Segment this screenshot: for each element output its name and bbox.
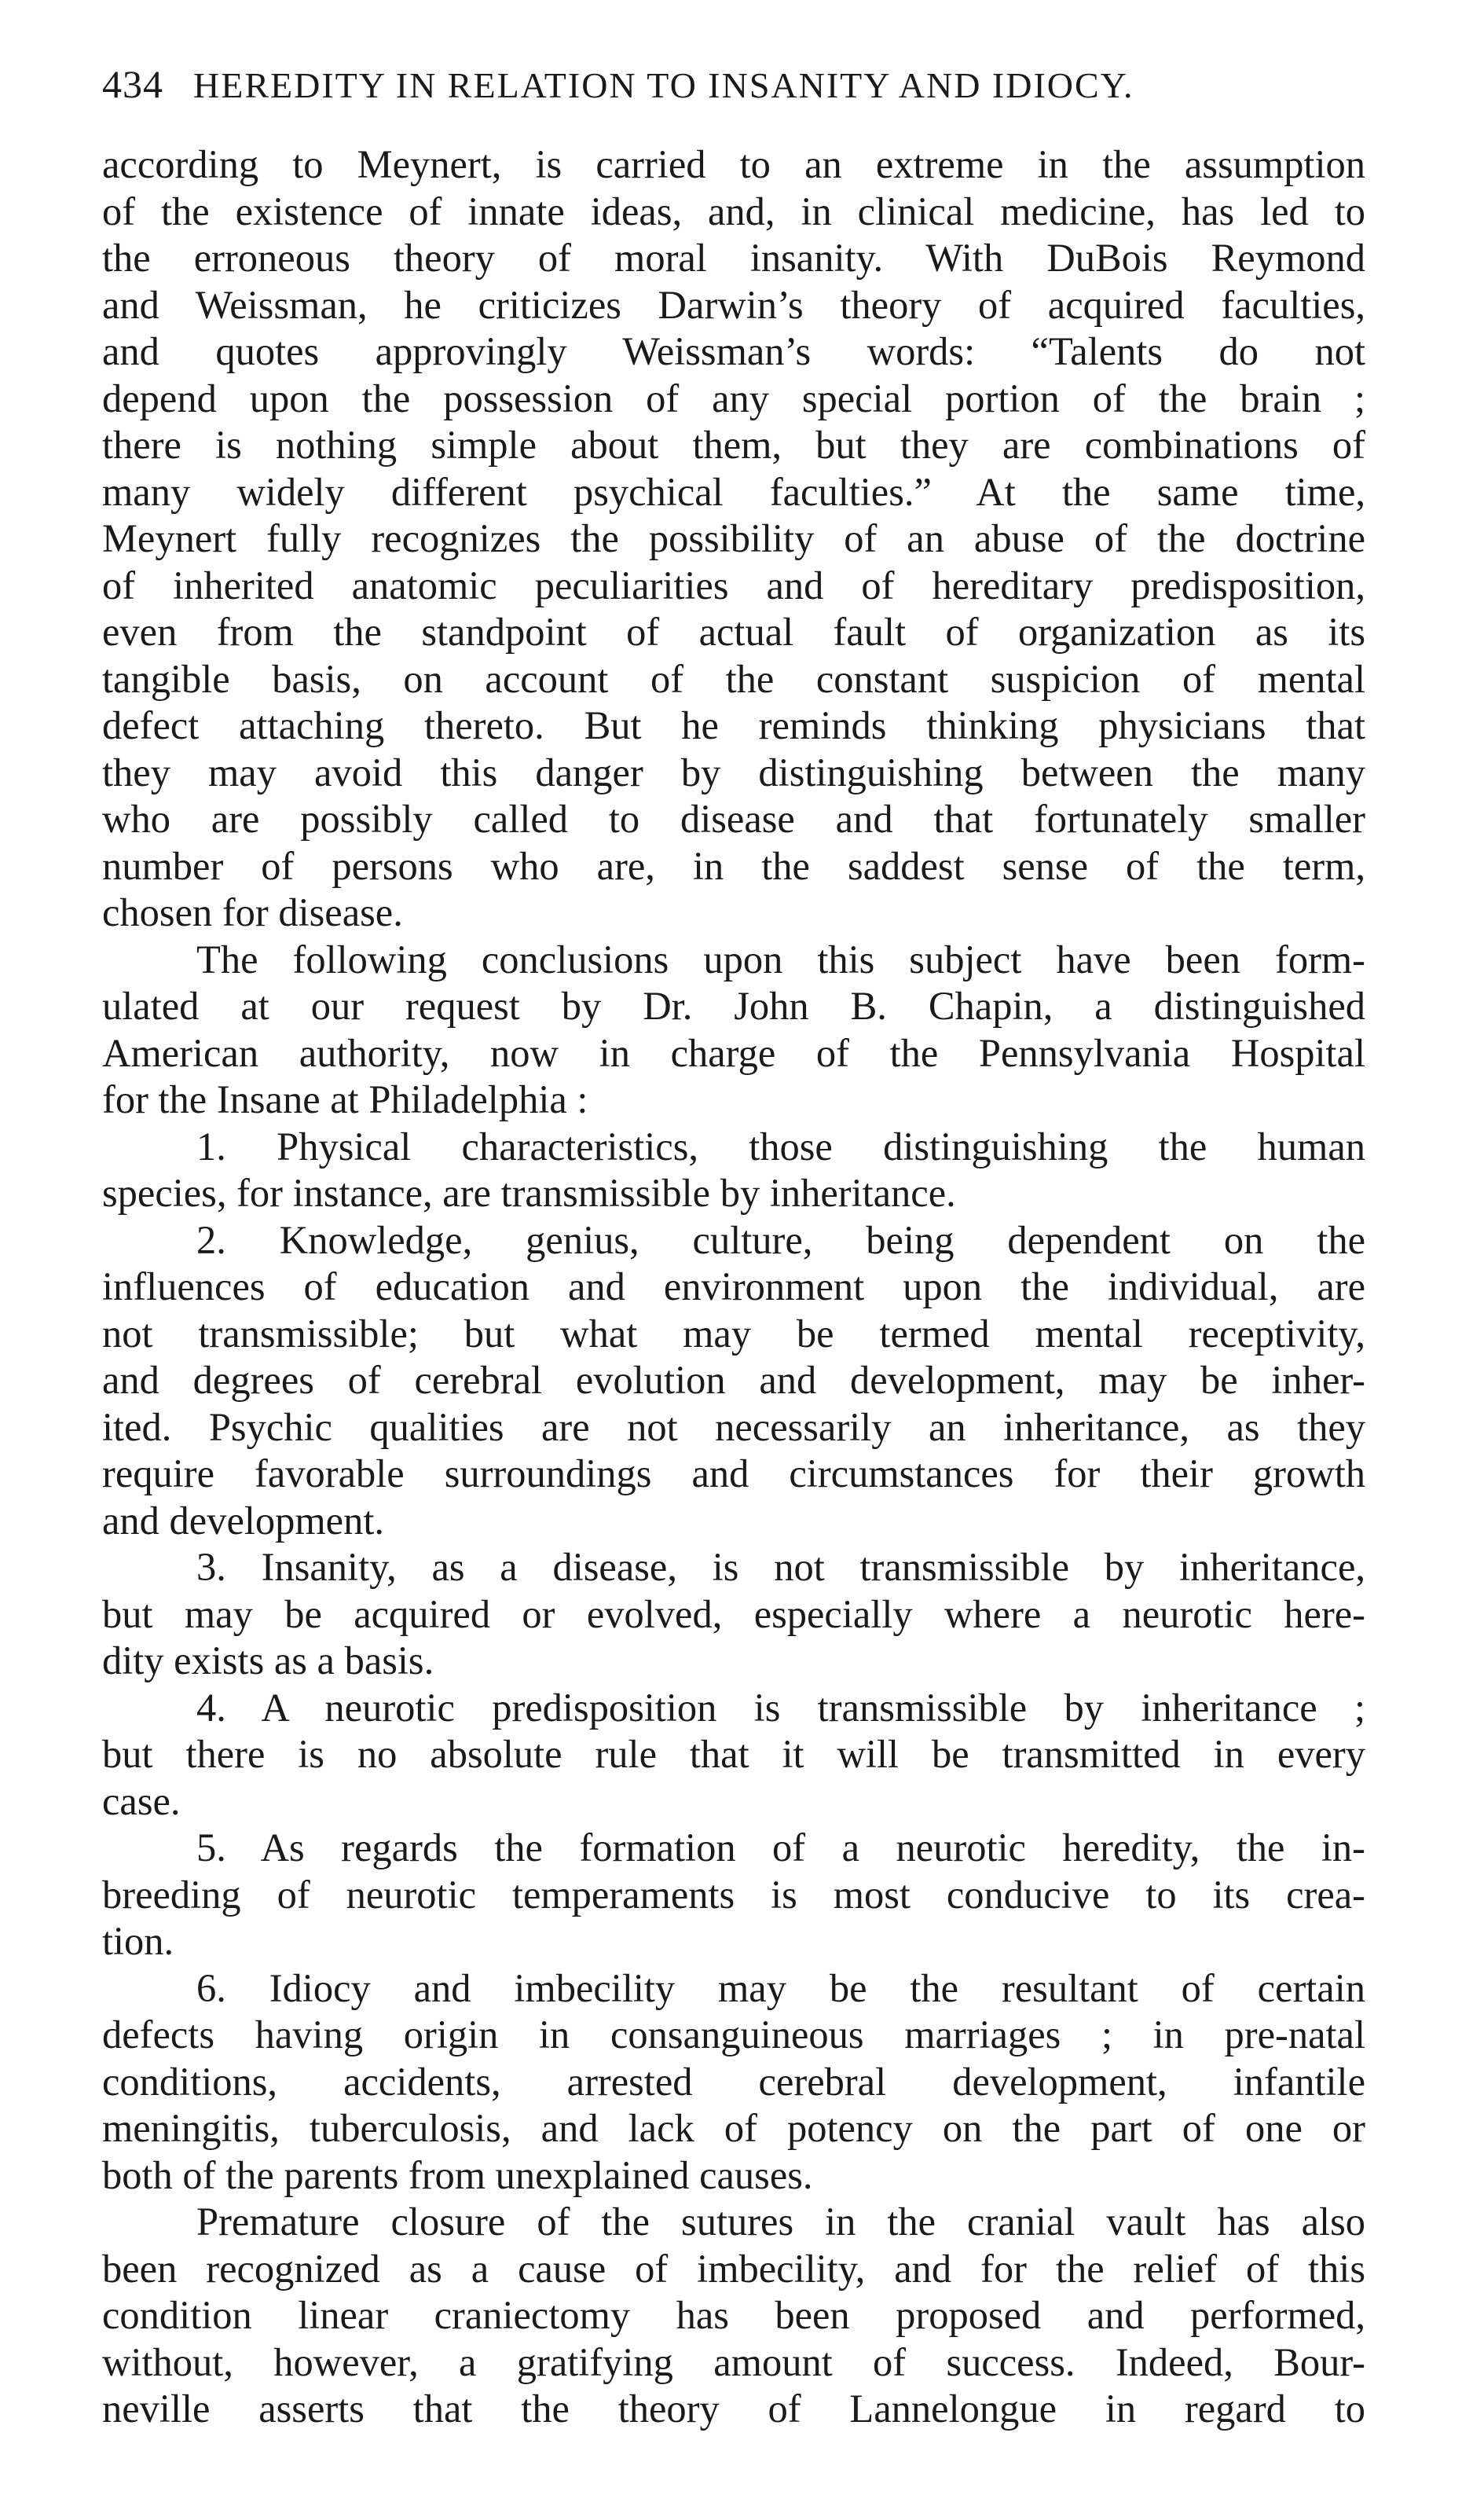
text-line: defects having origin in consanguineous marriages ; in pre-natal: [102, 2012, 1365, 2057]
text-line: species, for instance, are transmissible by inheritance.: [102, 1171, 956, 1215]
text-line: conditions, accidents, arrested cerebral development, infantile: [102, 2059, 1365, 2104]
text-line: tangible basis, on account of the constant suspicion of mental: [102, 656, 1365, 701]
text-line: who are possibly called to disease and that fortunately smaller: [102, 797, 1365, 841]
text-line: dity exists as a basis.: [102, 1638, 434, 1682]
text-line: 5. As regards the formation of a neurotic heredity, the in-: [196, 1825, 1365, 1869]
text-line: chosen for disease.: [102, 890, 403, 934]
text-line: influences of education and environment upon the individual, are: [102, 1264, 1365, 1308]
text-line: neville asserts that the theory of Lannelongue in regard to: [102, 2387, 1365, 2431]
text-line: been recognized as a cause of imbecility, and for the relief of this: [102, 2246, 1365, 2291]
text-line: and Weissman, he criticizes Darwin’s theory of acquired faculties,: [102, 282, 1365, 327]
text-line: 3. Insanity, as a disease, is not transmissible by inheritance,: [196, 1545, 1365, 1589]
text-line: but there is no absolute rule that it will be transmitted in every: [102, 1732, 1365, 1776]
text-line: the erroneous theory of moral insanity. With DuBois Reymond: [102, 236, 1365, 280]
text-line: American authority, now in charge of the Pennsylvania Hospital: [102, 1030, 1365, 1075]
text-line: there is nothing simple about them, but they are combinations of: [102, 423, 1365, 467]
text-line: Premature closure of the sutures in the cranial vault has also: [196, 2200, 1365, 2244]
page-number: 434: [102, 62, 163, 106]
text-line: breeding of neurotic temperaments is most conducive to its crea-: [102, 1872, 1365, 1917]
text-line: number of persons who are, in the saddest sense of the term,: [102, 843, 1365, 888]
text-line: and quotes approvingly Weissman’s words: “Talents do not: [102, 329, 1365, 373]
text-line: many widely different psychical faculties.” At the same time,: [102, 469, 1365, 514]
text-line: require favorable surroundings and circumstances for their growth: [102, 1451, 1365, 1495]
text-line: 1. Physical characteristics, those distinguishing the human: [196, 1124, 1365, 1169]
text-line: 2. Knowledge, genius, culture, being dependent on the: [196, 1217, 1365, 1262]
text-line: tion.: [102, 1919, 174, 1963]
text-line: Meynert fully recognizes the possibility of an abuse of the doctrine: [102, 516, 1365, 560]
text-line: 4. A neurotic predisposition is transmissible by inheritance ;: [196, 1685, 1365, 1730]
text-line: condition linear craniectomy has been proposed and performed,: [102, 2293, 1365, 2337]
text-line: ulated at our request by Dr. John B. Chapin, a distinguished: [102, 984, 1365, 1028]
text-line: of the existence of innate ideas, and, in clinical medicine, has led to: [102, 189, 1365, 233]
running-head: [102, 61, 1367, 107]
text-line: ited. Psychic qualities are not necessarily an inheritance, as they: [102, 1404, 1365, 1449]
text-line: but may be acquired or evolved, especially where a neurotic here-: [102, 1591, 1365, 1636]
text-line: The following conclusions upon this subject have been form-: [196, 937, 1365, 981]
text-line: according to Meynert, is carried to an extreme in the assumption: [102, 142, 1365, 186]
text-line: without, however, a gratifying amount of success. Indeed, Bour-: [102, 2339, 1365, 2384]
text-line: both of the parents from unexplained causes.: [102, 2152, 813, 2197]
text-line: case.: [102, 1778, 181, 1823]
text-line: they may avoid this danger by distinguishing between the many: [102, 750, 1365, 794]
text-line: and degrees of cerebral evolution and development, may be inher-: [102, 1358, 1365, 1402]
text-line: meningitis, tuberculosis, and lack of potency on the part of one or: [102, 2106, 1365, 2150]
text-line: for the Insane at Philadelphia :: [102, 1077, 588, 1121]
text-line: defect attaching thereto. But he reminds thinking physicians that: [102, 703, 1365, 747]
text-line: not transmissible; but what may be termed mental receptivity,: [102, 1311, 1365, 1356]
body-text: [102, 141, 1365, 2433]
text-line: 6. Idiocy and imbecility may be the resultant of certain: [196, 1965, 1365, 2010]
running-title: HEREDITY IN RELATION TO INSANITY AND IDIOCY.: [193, 65, 1134, 105]
text-line: and development.: [102, 1498, 384, 1543]
text-line: even from the standpoint of actual fault of organization as its: [102, 610, 1365, 654]
text-line: depend upon the possession of any special portion of the brain ;: [102, 376, 1365, 420]
text-line: of inherited anatomic peculiarities and of hereditary predisposition,: [102, 563, 1365, 607]
